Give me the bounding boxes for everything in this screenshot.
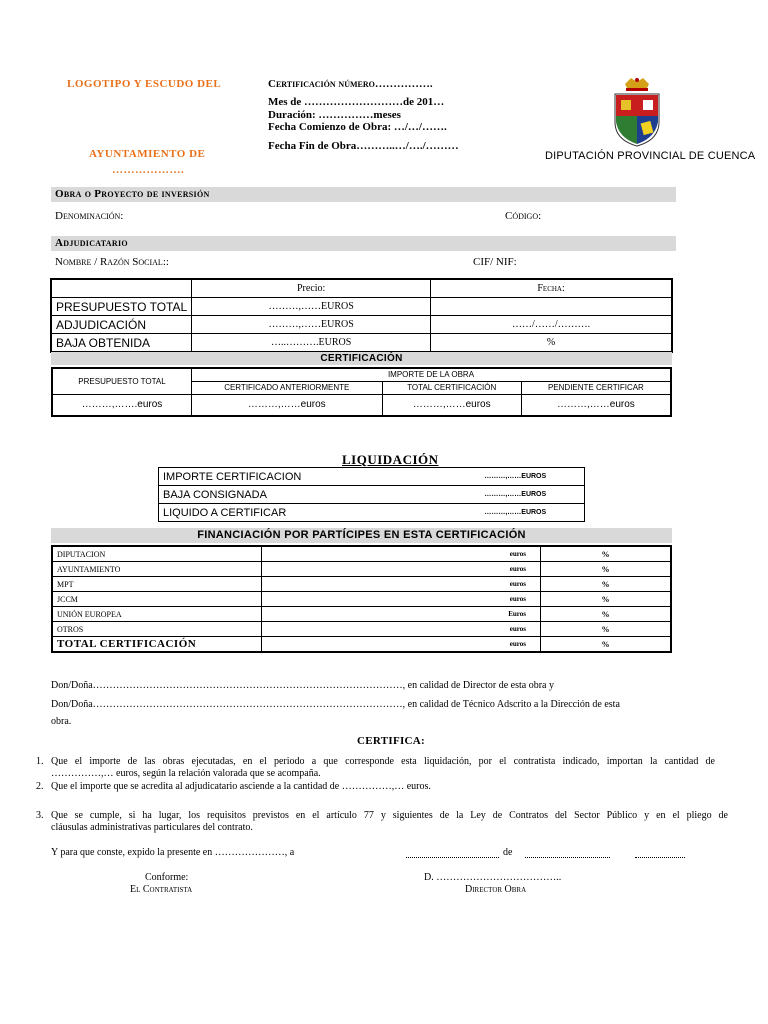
- cert-numero: Certificación número…………….: [268, 78, 433, 90]
- fecha-header: Fecha:: [431, 279, 672, 298]
- table-row: [52, 562, 671, 577]
- liq-label: BAJA CONSIGNADA: [159, 486, 447, 504]
- financiacion-section-title: FINANCIACIÓN POR PARTÍCIPES EN ESTA CERTIFICACIÓN: [51, 528, 672, 543]
- item2-number: 2.: [36, 781, 44, 792]
- item3-number: 3.: [36, 810, 44, 821]
- fin-total-label: TOTAL CERTIFICACIÓN: [52, 637, 262, 653]
- row-label: BAJA OBTENIDA: [51, 334, 192, 353]
- lugar-blank: [406, 857, 499, 858]
- fin-euros: euros: [262, 577, 541, 592]
- fin-pct: %: [541, 562, 672, 577]
- mes-blank: [525, 857, 610, 858]
- row-precio: ………,……EUROS: [192, 316, 431, 334]
- cif-label: CIF/ NIF:: [473, 256, 517, 268]
- conforme-label: Conforme:: [145, 872, 189, 883]
- fin-euros: euros: [262, 622, 541, 637]
- logo-placeholder-line1: LOGOTIPO Y ESCUDO DEL: [67, 78, 222, 90]
- fin-label: OTROS: [52, 622, 262, 637]
- table-row: [159, 468, 585, 486]
- obra-section-title: Obra o Proyecto de inversión: [51, 187, 676, 202]
- table-row: [52, 577, 671, 592]
- nombre-label: Nombre / Razón Social::: [55, 256, 169, 268]
- table-row: [52, 622, 671, 637]
- fin-pct: %: [541, 607, 672, 622]
- fin-pct: %: [541, 622, 672, 637]
- importe-obra-header: IMPORTE DE LA OBRA: [192, 368, 672, 381]
- liquidacion-table: [158, 467, 585, 522]
- logo-placeholder-line2: AYUNTAMIENTO DE: [89, 148, 206, 160]
- certificado-anteriormente-header: CERTIFICADO ANTERIORMENTE: [192, 381, 383, 394]
- certificacion-section-title: CERTIFICACIÓN: [51, 352, 672, 365]
- item1-number: 1.: [36, 756, 44, 767]
- table-row: [51, 334, 672, 353]
- total-certificacion-value: ………,……euros: [382, 394, 521, 416]
- certificado-anteriormente-value: ………,……euros: [192, 394, 383, 416]
- anio-blank: [635, 857, 685, 858]
- fin-euros: euros: [262, 562, 541, 577]
- logo-placeholder-line3: ……………….: [112, 164, 185, 176]
- item1-text-b: ……………,… euros, según la relación valorada que se acompaña.: [51, 768, 321, 779]
- fin-label: MPT: [52, 577, 262, 592]
- denominacion-label: Denominación:: [55, 210, 124, 222]
- fin-pct: %: [541, 546, 672, 562]
- fin-pct: %: [541, 577, 672, 592]
- table-row: [159, 504, 585, 522]
- table-row: [51, 316, 672, 334]
- contratista-label: El Contratista: [130, 884, 193, 895]
- adjudicatario-section-title: Adjudicatario: [51, 236, 676, 251]
- liquidacion-title: LIQUIDACIÓN: [342, 452, 439, 467]
- table-row: [159, 486, 585, 504]
- codigo-label: Código:: [505, 210, 542, 222]
- org-name: DIPUTACIÓN PROVINCIAL DE CUENCA: [545, 150, 756, 162]
- fin-pct: %: [541, 592, 672, 607]
- fin-label: UNIÓN EUROPEA: [52, 607, 262, 622]
- cert-mes: Mes de ………………………de 201…: [268, 96, 445, 108]
- director-signature-line: D. ………………………………..: [424, 872, 562, 883]
- row-label: ADJUDICACIÓN: [51, 316, 192, 334]
- fin-euros: Euros: [262, 607, 541, 622]
- row-fecha: [431, 298, 672, 316]
- expido-text: Y para que conste, expido la presente en …………………, a: [51, 847, 295, 858]
- liq-label: LIQUIDO A CERTIFICAR: [159, 504, 447, 522]
- fin-total-euros: euros: [262, 637, 541, 653]
- item3-text-a: Que se cumple, si ha lugar, los requisitos previstos en el artículo 77 y siguientes de la Ley de Contratos del Sector Público y en el pliego de: [51, 810, 728, 821]
- table-row-total: [52, 637, 671, 653]
- coat-of-arms-icon: [609, 76, 665, 148]
- fin-label: JCCM: [52, 592, 262, 607]
- precios-table: [50, 278, 673, 353]
- row-precio: …..……….EUROS: [192, 334, 431, 353]
- cert-fecha-fin: Fecha Fin de Obra………..…/…./………: [268, 140, 459, 152]
- tecnico-line: Don/Doña…………………………………………………………………………………, en calidad de Técnico Adscrito a la Dirección de esta: [51, 699, 620, 710]
- cert-fecha-comienzo: Fecha Comienzo de Obra: …/…/…….: [268, 121, 447, 133]
- table-row: [52, 592, 671, 607]
- table-row: [52, 546, 671, 562]
- fin-euros: euros: [262, 546, 541, 562]
- liq-value: ………,……EUROS: [447, 504, 585, 522]
- presupuesto-total-value: ………,…….euros: [52, 394, 192, 416]
- tecnico-line-2: obra.: [51, 716, 72, 727]
- certifica-heading: CERTIFICA:: [357, 735, 426, 747]
- table-row: [51, 298, 672, 316]
- row-precio: ………,……EUROS: [192, 298, 431, 316]
- liq-value: ………,……EUROS: [447, 486, 585, 504]
- row-label: PRESUPUESTO TOTAL: [51, 298, 192, 316]
- pendiente-certificar-header: PENDIENTE CERTIFICAR: [521, 381, 671, 394]
- item3-text-b: cláusulas administrativas particulares del contrato.: [51, 822, 253, 833]
- precio-header: Precio:: [192, 279, 431, 298]
- presupuesto-total-header: PRESUPUESTO TOTAL: [52, 368, 192, 394]
- fin-label: AYUNTAMIENTO: [52, 562, 262, 577]
- table-row: [52, 607, 671, 622]
- row-fecha: %: [431, 334, 672, 353]
- fin-label: DIPUTACION: [52, 546, 262, 562]
- pendiente-certificar-value: ………,……euros: [521, 394, 671, 416]
- fin-euros: euros: [262, 592, 541, 607]
- de-text: de: [503, 847, 513, 858]
- liq-value: ………,……EUROS: [447, 468, 585, 486]
- director-obra-label: Director Obra: [465, 884, 527, 895]
- liq-label: IMPORTE CERTIFICACION: [159, 468, 447, 486]
- director-line: Don/Doña…………………………………………………………………………………, en calidad de Director de esta obra y: [51, 680, 554, 691]
- total-certificacion-header: TOTAL CERTIFICACIÓN: [382, 381, 521, 394]
- certificacion-table: [51, 367, 672, 417]
- item2-text: Que el importe que se acredita al adjudicatario asciende a la cantidad de ……………,… euros.: [51, 781, 431, 792]
- item1-text-a: Que el importe de las obras ejecutadas, en el periodo a que corresponde esta liquidación, por el contratista indicado, importan la cantidad de: [51, 756, 715, 767]
- row-fecha: ……/……/……….: [431, 316, 672, 334]
- cert-duracion: Duración: ……………meses: [268, 109, 401, 121]
- financiacion-table: [51, 545, 672, 653]
- fin-total-pct: %: [541, 637, 672, 653]
